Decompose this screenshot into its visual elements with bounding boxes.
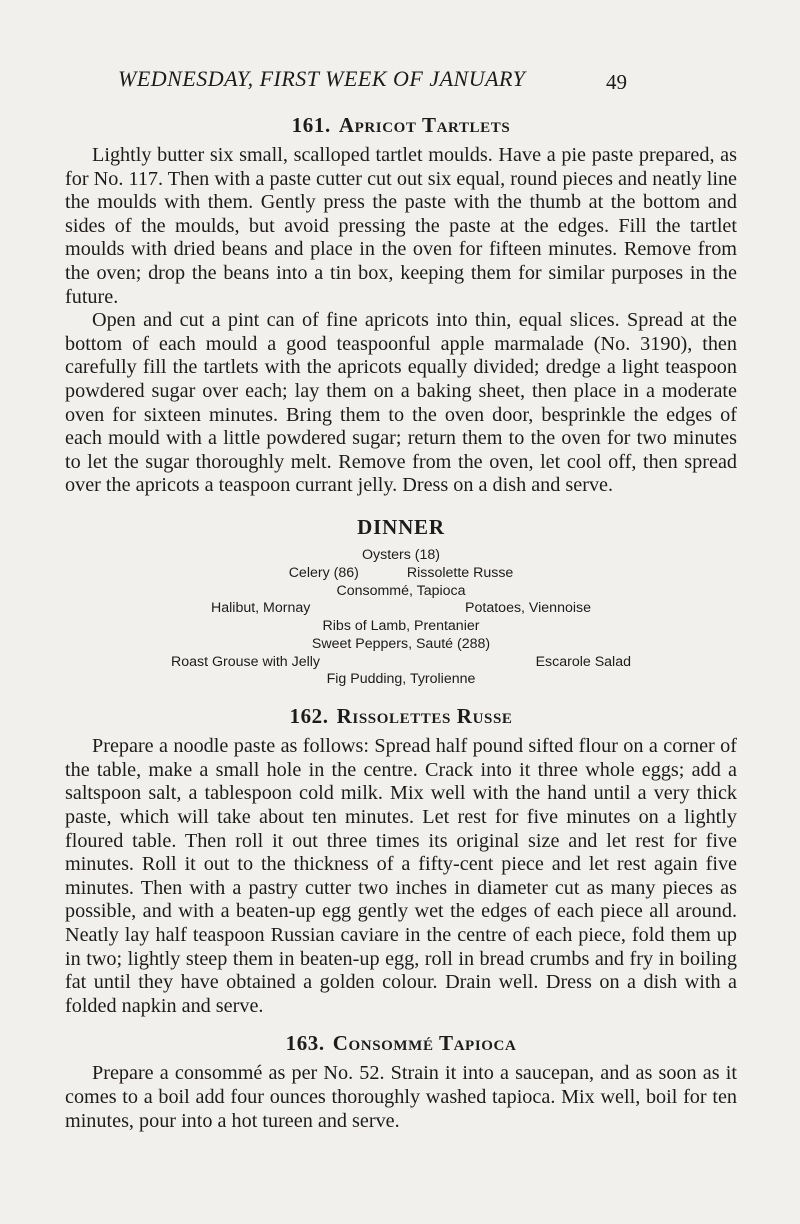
recipe-163-paragraph-1: Prepare a consommé as per No. 52. Strain it into a saucepan, and as soon as it comes to a boil add four ounces thoroughly washed tapioca. Mix well, boil for ten minutes, pour into a hot tureen and serve. [65,1062,737,1132]
menu-item: Oysters (18) [361,546,441,563]
menu-item: Rissolette Russe [406,564,514,581]
recipe-162-heading [65,703,737,729]
menu-item: Escarole Salad [535,653,631,670]
recipe-161-title: Apricot Tartlets [338,113,511,137]
menu-item: Fig Pudding, Tyrolienne [326,671,476,688]
menu-item: Halibut, Mornay [211,600,311,617]
recipe-161-heading [65,112,737,138]
recipe-161-paragraph-1: Lightly butter six small, scalloped tartlet moulds. Have a pie paste prepared, as for No. 117. Then with a paste cutter cut out six equal, round pieces and neatly line the moulds with them. Gently press the paste with the thumb at the bottom and sides of the moulds, but avoid pressing the paste at the edges. Fill the tartlet moulds with dried beans and place in the oven for fifteen minutes. Remove from the oven; drop the beans into a tin box, keeping them for similar purposes in the future. [65,144,737,308]
dinner-menu [171,546,631,689]
page-body [65,112,737,1133]
dinner-title: DINNER [357,514,445,539]
menu-item: Sweet Peppers, Sauté (288) [311,635,491,652]
menu-line [211,565,591,583]
recipe-162-paragraph-1: Prepare a noodle paste as follows: Spread half pound sifted flour on a corner of the table, make a small hole in the centre. Crack into it three whole eggs; add a saltspoon salt, a tablespoon cold milk. Mix well with the hand until a very thick paste, which will take about ten minutes. Let rest for five minutes on a lightly floured table. Then roll it out three times its original size and let rest for five minutes. Roll it out to the thickness of a fifty-cent piece and let rest again five minutes. Then with a pastry cutter two inches in diameter cut as many pieces as possible, and with a beaten-up egg gently wet the edges of each piece all around. Neatly lay half teaspoon Russian caviare in the centre of each piece, fold them up in two; lightly steep them in beaten-up egg, roll in bread crumbs and fry in boiling fat until they have obtained a golden colour. Drain well. Dress on a dish with a folded napkin and serve. [65,735,737,1017]
menu-item: Roast Grouse with Jelly [171,653,321,670]
menu-line [211,636,591,654]
running-title: WEDNESDAY, FIRST WEEK OF JANUARY [118,66,526,91]
menu-item: Potatoes, Viennoise [465,600,591,617]
menu-line [211,671,591,689]
menu-line [211,547,591,565]
recipe-162-number: 162. [289,704,329,729]
menu-line [211,583,591,601]
recipe-162-title: Rissolettes Russe [336,704,513,729]
menu-item: Celery (86) [288,564,359,581]
menu-line [171,654,631,672]
menu-line [211,618,591,636]
recipe-163-title: Consommé Tapioca [332,1031,517,1056]
recipe-163-heading [65,1030,737,1056]
menu-item: Consommé, Tapioca [336,582,466,599]
recipe-161-number: 161. [291,113,331,137]
recipe-163-number: 163. [285,1031,325,1056]
menu-item: Ribs of Lamb, Prentanier [322,618,480,635]
recipe-161-paragraph-2: Open and cut a pint can of fine apricots into thin, equal slices. Spread at the bottom of each mould a good teaspoonful apple marmalade (No. 3190), then carefully fill the tartlets with the apricots equally divided; dredge a light teaspoon powdered sugar over each; lay them on a baking sheet, then place in a moderate oven for sixteen minutes. Bring them to the oven door, besprinkle the edges of each mould with a little powdered sugar; return them to the oven for two minutes to let the sugar thoroughly melt. Remove from the oven, let cool off, then spread over the apricots a teaspoon currant jelly. Dress on a dish and serve. [65,309,737,497]
page-number: 49 [606,70,627,94]
menu-line [211,600,591,618]
